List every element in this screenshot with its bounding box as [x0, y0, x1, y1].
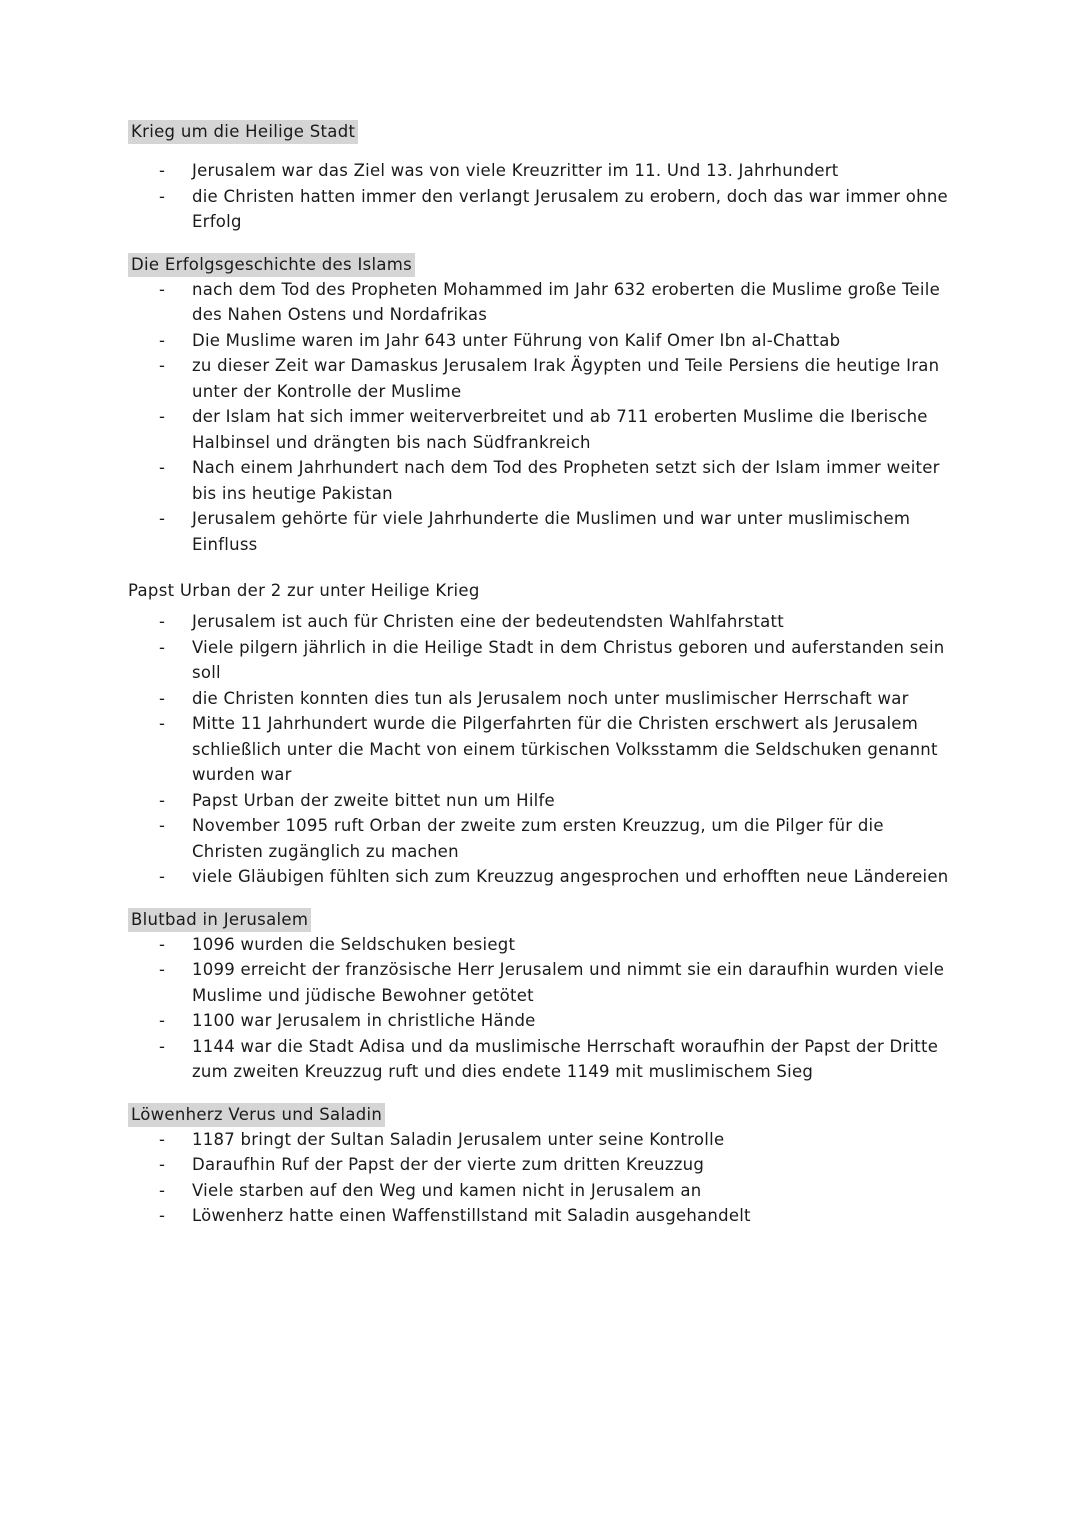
bullet-marker: - — [159, 1206, 166, 1225]
list-item-text: Papst Urban der zweite bittet nun um Hilfe — [192, 790, 555, 810]
list-item — [128, 1034, 952, 1085]
section-bullet-list-blutbad — [128, 932, 952, 1085]
section-heading-islam: Die Erfolgsgeschichte des Islams — [128, 253, 415, 277]
list-item-text: 1144 war die Stadt Adisa und da muslimische Herrschaft woraufhin der Papst der Dritte zum zweiten Kreuzzug ruft und dies endete 1149 mit muslimischem Sieg — [192, 1036, 939, 1081]
bullet-marker: - — [159, 356, 166, 375]
list-item — [128, 788, 952, 814]
list-item — [128, 328, 952, 354]
list-item-text: Nach einem Jahrhundert nach dem Tod des Propheten setzt sich der Islam immer weiter bis ins heutige Pakistan — [192, 458, 940, 503]
list-item — [128, 404, 952, 455]
spacer — [128, 890, 952, 908]
list-item-text: Mitte 11 Jahrhundert wurde die Pilgerfahrten für die Christen erschwert als Jerusalem schließlich unter die Macht von einem türkischen Volksstamm die Seldschuken genannt wurden war — [192, 714, 938, 784]
list-item — [128, 158, 952, 184]
section-heading-block-urban — [128, 581, 952, 600]
list-item — [128, 932, 952, 958]
list-item — [128, 711, 952, 788]
list-item-text: zu dieser Zeit war Damaskus Jerusalem Irak Ägypten und Teile Persiens die heutige Iran unter der Kontrolle der Muslime — [192, 356, 940, 401]
bullet-marker: - — [159, 1155, 166, 1174]
bullet-marker: - — [159, 1180, 166, 1200]
bullet-marker: - — [159, 1129, 166, 1149]
list-item — [128, 277, 952, 328]
bullet-marker: - — [159, 637, 166, 657]
list-item-text: nach dem Tod des Propheten Mohammed im Jahr 632 eroberten die Muslime große Teile des Nahen Ostens und Nordafrikas — [192, 279, 940, 324]
spacer — [128, 235, 952, 253]
section-bullet-list-islam — [128, 277, 952, 558]
list-item — [128, 609, 952, 635]
list-item-text: Viele pilgern jährlich in die Heilige Stadt in dem Christus geboren und auferstanden sein soll — [192, 637, 945, 682]
list-item-text: der Islam hat sich immer weiterverbreitet und ab 711 eroberten Muslime die Iberische Halbinsel und drängten bis nach Südfrankreich — [192, 407, 928, 452]
list-item — [128, 1008, 952, 1034]
list-item — [128, 1127, 952, 1153]
section-heading-urban: Papst Urban der 2 zur unter Heilige Krieg — [128, 581, 480, 600]
bullet-marker: - — [159, 186, 166, 206]
section-heading-blutbad: Blutbad in Jerusalem — [128, 908, 311, 932]
list-item-text: Jerusalem war das Ziel was von viele Kreuzritter im 11. Und 13. Jahrhundert — [192, 161, 839, 180]
list-item-text: 1100 war Jerusalem in christliche Hände — [192, 1011, 536, 1030]
list-item — [128, 1178, 952, 1204]
list-item-text: die Christen hatten immer den verlangt Jerusalem zu erobern, doch das war immer ohne Erfolg — [192, 186, 948, 231]
list-item — [128, 635, 952, 686]
bullet-marker: - — [159, 509, 166, 528]
list-item-text: Löwenherz hatte einen Waffenstillstand mit Saladin ausgehandelt — [192, 1206, 751, 1225]
bullet-marker: - — [159, 161, 166, 180]
spacer — [128, 600, 952, 609]
list-item — [128, 506, 952, 557]
bullet-marker: - — [159, 960, 166, 979]
section-heading-block-blutbad — [128, 908, 952, 932]
list-item-text: die Christen konnten dies tun als Jerusalem noch unter muslimischer Herrschaft war — [192, 688, 909, 708]
section-heading-loewenherz: Löwenherz Verus und Saladin — [128, 1103, 385, 1127]
list-item — [128, 957, 952, 1008]
bullet-marker: - — [159, 279, 166, 299]
bullet-marker: - — [159, 458, 166, 477]
list-item-text: Jerusalem ist auch für Christen eine der bedeutendsten Wahlfahrstatt — [192, 612, 784, 631]
list-item-text: viele Gläubigen fühlten sich zum Kreuzzug angesprochen und erhofften neue Ländereien — [192, 867, 949, 886]
section-heading-block-islam — [128, 253, 952, 277]
list-item — [128, 184, 952, 235]
section-heading-block-loewenherz — [128, 1103, 952, 1127]
bullet-marker: - — [159, 1011, 166, 1030]
bullet-marker: - — [159, 688, 166, 708]
bullet-marker: - — [159, 714, 166, 733]
list-item-text: Daraufhin Ruf der Papst der der vierte zum dritten Kreuzzug — [192, 1155, 705, 1174]
page-title: Krieg um die Heilige Stadt — [128, 120, 358, 144]
list-item-text: 1099 erreicht der französische Herr Jerusalem und nimmt sie ein daraufhin wurden viele Muslime und jüdische Bewohner getötet — [192, 960, 945, 1005]
list-item-text: Jerusalem gehörte für viele Jahrhunderte die Muslimen und war unter muslimischem Einfluss — [192, 509, 911, 554]
bullet-marker: - — [159, 1036, 166, 1056]
section-bullet-list-urban — [128, 609, 952, 890]
list-item-text: Die Muslime waren im Jahr 643 unter Führung von Kalif Omer Ibn al-Chattab — [192, 330, 841, 350]
spacer — [128, 557, 952, 581]
bullet-marker: - — [159, 867, 166, 886]
bullet-marker: - — [159, 934, 166, 954]
list-item-text: Viele starben auf den Weg und kamen nicht in Jerusalem an — [192, 1180, 702, 1200]
bullet-marker: - — [159, 330, 166, 350]
list-item — [128, 686, 952, 712]
bullet-marker: - — [159, 816, 166, 835]
list-item — [128, 813, 952, 864]
list-item-text: 1187 bringt der Sultan Saladin Jerusalem unter seine Kontrolle — [192, 1129, 725, 1149]
intro-bullet-list — [128, 158, 952, 235]
spacer — [128, 1085, 952, 1103]
list-item-text: November 1095 ruft Orban der zweite zum ersten Kreuzzug, um die Pilger für die Christen zugänglich zu machen — [192, 816, 884, 861]
bullet-marker: - — [159, 790, 166, 810]
section-bullet-list-loewenherz — [128, 1127, 952, 1229]
list-item — [128, 864, 952, 890]
list-item-text: 1096 wurden die Seldschuken besiegt — [192, 934, 516, 954]
list-item — [128, 455, 952, 506]
list-item — [128, 1203, 952, 1229]
bullet-marker: - — [159, 612, 166, 631]
list-item — [128, 353, 952, 404]
bullet-marker: - — [159, 407, 166, 426]
list-item — [128, 1152, 952, 1178]
document-title-block — [128, 120, 952, 158]
